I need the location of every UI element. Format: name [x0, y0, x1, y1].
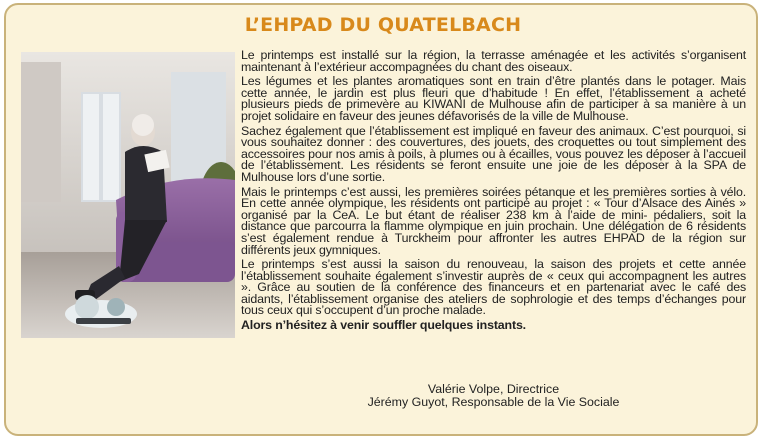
resident-photo — [21, 52, 235, 338]
article-paragraph: Le printemps est installé sur la région, la terrasse aménagée et les activités s’organisent maintenant à l’extérieur accompagnées du chant des oiseaux. — [241, 48, 746, 74]
newsletter-card — [4, 3, 758, 436]
article-body — [241, 50, 746, 332]
signature-block — [241, 383, 746, 409]
article-paragraph: Le printemps s’est aussi la saison du renouveau, la saison des projets et cette année l’établissement souhaite également s’investir auprès de « ceux qui accompagnent les autres ». Grâce au soutien de la conférence des financeurs et en partenariat avec le café des aidants, l’établissement organise des ateliers de sophrologie et des temps d’échanges pour tous ceux qui s’occupent d’un proche malade. — [241, 257, 746, 318]
signature-social-life: Jérémy Guyot, Responsable de la Vie Sociale — [367, 395, 620, 409]
article-paragraph: Sachez également que l’établissement est impliqué en faveur des animaux. C’est pourquoi, si vous souhaitez donner : des couvertures, des jouets, des croquettes ou tout simplement des accessoires pour nos amis à poils, à plumes ou à écailles, vous pouvez les déposer à l’accueil de l’établissement. Les résidents se feront ensuite une joie de les déposer à la SPA de Mulhouse lors d’une sortie. — [241, 123, 746, 184]
signature-director: Valérie Volpe, Directrice — [427, 382, 560, 396]
page-title: L’EHPAD DU QUATELBACH — [244, 14, 522, 36]
closing-line: Alors n’hésitez à venir souffler quelques instants. — [241, 318, 526, 333]
article-paragraph: Les légumes et les plantes aromatiques sont en train d’être plantés dans le potager. Mais cette année, le jardin est plus fleuri que d’habitude ! En effet, l’établissement a acheté plusieurs pieds de primevère au KIWANI de Mulhouse afin de participer à sa manière à un projet solidaire en faveur des jeunes défavorisés de la ville de Mulhouse. — [241, 74, 746, 123]
article-paragraph: Mais le printemps c’est aussi, les premières soirées pétanque et les premières sorties à vélo. En cette année olympique, les résidents ont participé au projet : « Tour d’Alsace des Ainés » organisé par la CeA. Le but étant de réaliser 238 km à l’aide de mini- pédaliers, soit la distance que parcourra la flamme olympique en juin prochain. Une délégation de 6 résidents s’est également rendue à Turckheim pour affronter les autres EHPAD de la région sur différents jeux gymniques. — [241, 184, 746, 257]
